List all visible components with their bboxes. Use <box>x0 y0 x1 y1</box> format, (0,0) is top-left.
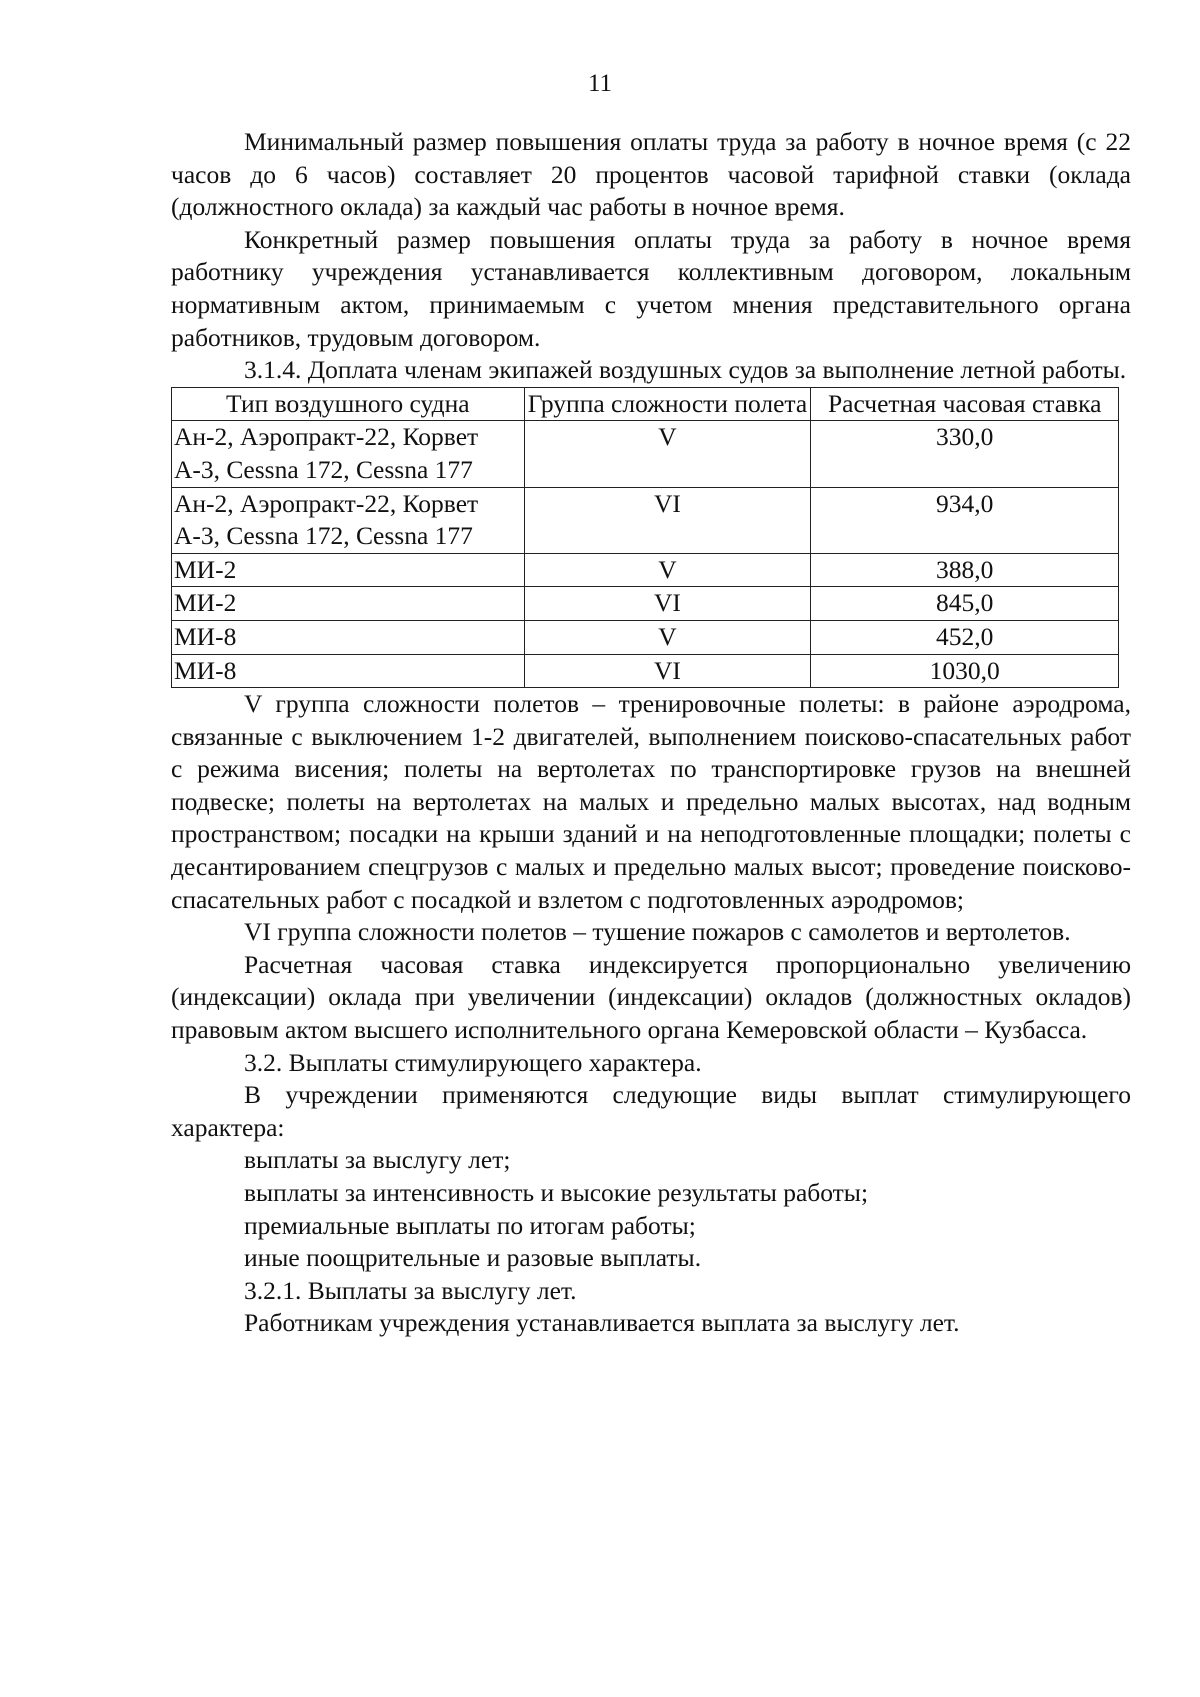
paragraph-group-vi-definition: VI группа сложности полетов – тушение пожаров с самолетов и вертолетов. <box>244 917 1071 947</box>
paragraph-group-v-definition: V группа сложности полетов – тренировочные полеты: в районе аэродрома, связанные с выключением 1-2 двигателей, выполнением поисково-спасательных работ с режима висения; полеты на вертолетах по транспортировке грузов на внешней подвеске; полеты на вертолетах на малых и предельно малых высотах, над водным пространством; посадки на крыши зданий и на неподготовленные площадки; полеты с десантированием спецгрузов с малых и предельно малых высот; проведение поисково-спасательных работ с посадкой и взлетом с подготовленных аэродромов; <box>171 689 1131 914</box>
list-item: выплаты за интенсивность и высокие результаты работы; <box>244 1178 869 1207</box>
cell-group: VI <box>524 487 811 553</box>
paragraph-rate-indexation: Расчетная часовая ставка индексируется пропорционально увеличению (индексации) оклада при увеличении (индексации) окладов (должностных окладов) правовым актом высшего исполнительного органа Кемеровской области – Кузбасса. <box>171 949 1131 1045</box>
cell-rate: 330,0 <box>811 421 1119 487</box>
cell-aircraft-type: МИ-2 <box>172 553 525 587</box>
list-item: иные поощрительные и разовые выплаты. <box>244 1243 702 1273</box>
list-item: премиальные выплаты по итогам работы; <box>244 1210 696 1240</box>
cell-rate: 1030,0 <box>811 654 1119 688</box>
section-3-2-heading: 3.2. Выплаты стимулирующего характера. <box>244 1047 702 1077</box>
table-row <box>172 654 1119 688</box>
document-body <box>171 126 1131 1340</box>
table-row <box>172 553 1119 587</box>
cell-rate: 388,0 <box>811 553 1119 587</box>
section-3-1-4-heading: 3.1.4. Доплата членам экипажей воздушных судов за выполнение летной работы. <box>244 355 1127 385</box>
cell-aircraft-type: МИ-8 <box>172 654 525 688</box>
table-row <box>172 421 1119 487</box>
paragraph-incentive-types-intro: В учреждении применяются следующие виды выплат стимулирующего характера: <box>171 1080 1131 1142</box>
cell-group: V <box>524 421 811 487</box>
header-hourly-rate: Расчетная часовая ставка <box>811 387 1119 421</box>
header-aircraft-type: Тип воздушного судна <box>172 387 525 421</box>
list-item: выплаты за выслугу лет; <box>244 1145 511 1175</box>
cell-rate: 934,0 <box>811 487 1119 553</box>
cell-aircraft-type: Ан-2, Аэропракт-22, Корвет А-3, Cessna 172, Cessna 177 <box>172 487 525 553</box>
paragraph-seniority-payment: Работникам учреждения устанавливается выплата за выслугу лет. <box>244 1308 960 1338</box>
header-flight-complexity-group: Группа сложности полета <box>524 387 811 421</box>
table-row <box>172 620 1119 654</box>
table-row <box>172 487 1119 553</box>
cell-rate: 452,0 <box>811 620 1119 654</box>
cell-group: VI <box>524 654 811 688</box>
table-row <box>172 587 1119 621</box>
page-number: 11 <box>587 70 613 97</box>
cell-group: V <box>524 620 811 654</box>
cell-aircraft-type: Ан-2, Аэропракт-22, Корвет А-3, Cessna 172, Cessna 177 <box>172 421 525 487</box>
cell-aircraft-type: МИ-2 <box>172 587 525 621</box>
paragraph-night-pay-minimum: Минимальный размер повышения оплаты труда за работу в ночное время (с 22 часов до 6 часов) составляет 20 процентов часовой тарифной ставки (оклада (должностного оклада) за каждый час работы в ночное время. <box>171 127 1131 222</box>
table-header-row <box>172 387 1119 421</box>
cell-group: V <box>524 553 811 587</box>
cell-aircraft-type: МИ-8 <box>172 620 525 654</box>
cell-group: VI <box>524 587 811 621</box>
section-3-2-1-heading: 3.2.1. Выплаты за выслугу лет. <box>244 1275 577 1305</box>
flight-pay-rates-table <box>171 387 1119 688</box>
cell-rate: 845,0 <box>811 587 1119 621</box>
paragraph-night-pay-specific: Конкретный размер повышения оплаты труда за работу в ночное время работнику учреждения устанавливается коллективным договором, локальным нормативным актом, принимаемым с учетом мнения представительного органа работников, трудовым договором. <box>171 224 1131 352</box>
